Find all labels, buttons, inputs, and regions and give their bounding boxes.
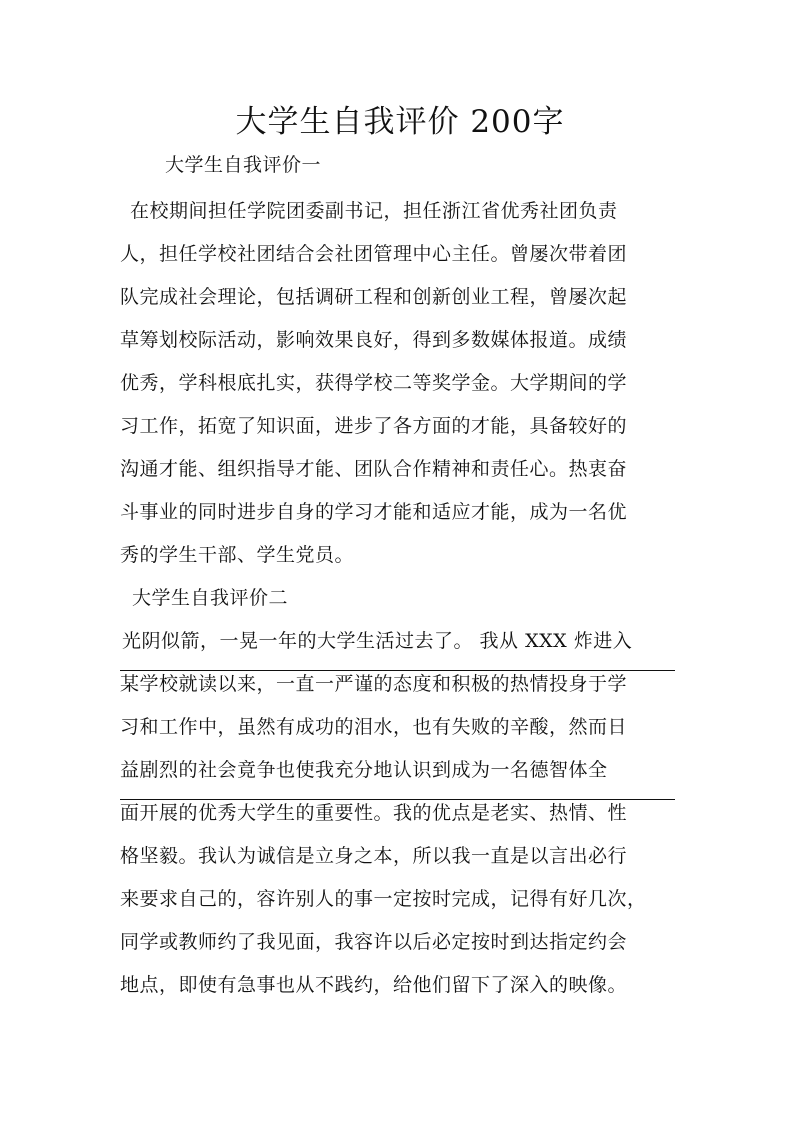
section1-line: 习工作，拓宽了知识面，进步了各方面的才能，具备较好的: [120, 415, 628, 437]
section2-line: 格坚毅。我认为诚信是立身之本，所以我一直是以言出必行: [120, 845, 628, 867]
section1-line: 在校期间担任学院团委副书记，担任浙江省优秀社团负责: [130, 200, 618, 222]
section2-heading: 大学生自我评价二: [132, 587, 289, 609]
section2-line: 面开展的优秀大学生的重要性。我的优点是老实、热情、性: [120, 802, 628, 824]
section2-line: 同学或教师约了我见面，我容许以后必定按时到达指定约会: [120, 931, 628, 953]
section2-line: 来要求自己的，容许别人的事一定按时完成，记得有好几次，: [120, 888, 647, 910]
section1-line: 人，担任学校社团结合会社团管理中心主任。曾屡次带着团: [120, 243, 628, 265]
section1-line: 优秀，学科根底扎实，获得学校二等奖学金。大学期间的学: [120, 372, 628, 394]
section1-line: 草筹划校际活动，影响效果良好，得到多数媒体报道。成绩: [120, 329, 628, 351]
section2-line: 益剧烈的社会竟争也使我充分地认识到成为一名德智体全: [120, 759, 608, 781]
section2-line: 光阴似箭，一晃一年的大学生活过去了。 我从 XXX 炸进入: [122, 630, 633, 652]
section1-heading: 大学生自我评价一: [165, 154, 322, 176]
section2-line: 习和工作中，虽然有成功的泪水，也有失败的辛酸，然而日: [120, 716, 628, 738]
section1-line: 斗事业的同时进步自身的学习才能和适应才能，成为一名优: [120, 501, 628, 523]
document-title: 大学生自我评价 200字: [235, 104, 565, 140]
section1-line: 队完成社会理论，包括调研工程和创新创业工程，曾屡次起: [120, 286, 628, 308]
section1-line: 沟通才能、组织指导才能、团队合作精神和责任心。热衷奋: [120, 458, 628, 480]
section1-line: 秀的学生干部、学生党员。: [120, 544, 355, 566]
section2-line: 某学校就读以来，一直一严谨的态度和积极的热情投身于学: [120, 673, 628, 695]
section2-line: 地点，即使有急事也从不践约，给他们留下了深入的映像。: [120, 974, 628, 996]
